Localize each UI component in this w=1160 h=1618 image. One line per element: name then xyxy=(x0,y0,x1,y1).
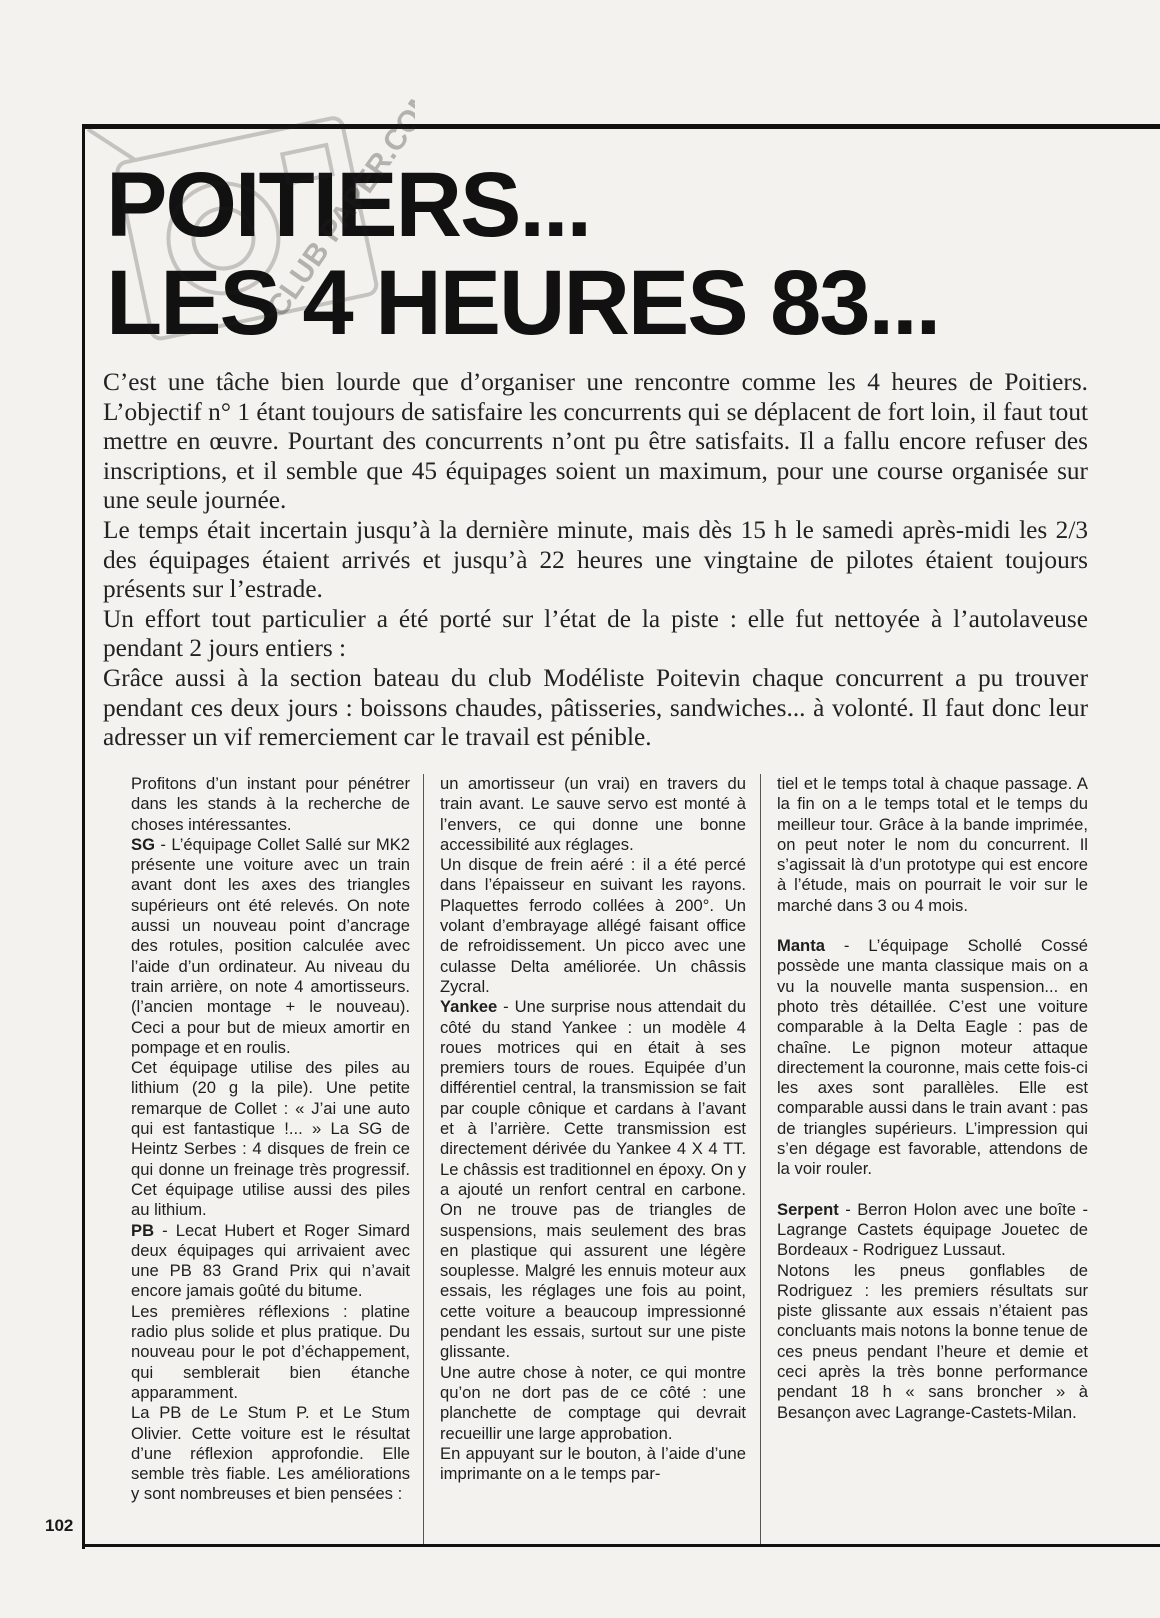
paragraph: Cet équipage utilise des piles au lithium (20 g la pile). Une petite remarque de Collet : « J’ai une auto qui est fantastique !... » La SG de Heintz Serbes : 4 disques de frein ce qui donne un freinage très progressif. Cet équipage utilise aussi des piles au lithium. xyxy=(131,1058,410,1220)
watermark-text: CLUB PAPER.COM xyxy=(261,81,415,323)
column-divider xyxy=(423,774,424,1544)
section-label-yankee: Yankee xyxy=(440,997,498,1017)
column-divider xyxy=(760,774,761,1544)
paragraph xyxy=(131,835,410,1058)
section-label-manta: Manta xyxy=(777,936,825,956)
paragraph xyxy=(440,997,746,1362)
section-label-pb: PB xyxy=(131,1220,155,1240)
paragraph: Les premières réflexions : platine radio plus solide et plus pratique. Du nouveau pour le pot d’échappement, qui semblerait bien étanche apparamment. xyxy=(131,1301,410,1402)
column-2 xyxy=(440,774,746,1536)
intro-paragraph: Un effort tout particulier a été porté sur l’état de la piste : elle fut nettoyée à l’autolaveuse pendant 2 jours entiers : xyxy=(103,604,1088,663)
page-number: 102 xyxy=(45,1516,74,1535)
paragraph: Notons les pneus gonflables de Rodriguez : les premiers résultats sur piste glissante aux essais n’étaient pas concluants mais notons la bonne tenue de ces pneus pendant l’heure et demie et ceci après la très bonne performance pendant 18 h « sans broncher » à Besançon avec Lagrange-Castets-Milan. xyxy=(777,1260,1088,1422)
paragraph xyxy=(777,936,1088,1180)
section-text: - L’équipage Schollé Cossé possède une manta classique mais on a vu la nouvelle manta suspension... en photo très détaillée. C’est une voiture comparable à la Delta Eagle : pas de chaîne. Le pignon moteur attaque directement la couronne, mais cette fois-ci les axes sont parallèles. Elle est comparable aussi dans le train avant : pas de triangles supérieurs. L’impression qui s’en dégage est favorable, attendons de la voir rouler. xyxy=(777,936,1088,1179)
paragraph: un amortisseur (un vrai) en travers du train avant. Le sauve servo est monté à l’envers, ce qui donne une bonne accessibilité aux réglages. xyxy=(440,774,746,854)
intro-text xyxy=(103,368,1088,753)
intro-paragraph: Le temps était incertain jusqu’à la dernière minute, mais dès 15 h le samedi après-midi les 2/3 des équipages étaient arrivés et jusqu’à 22 heures une vingtaine de pilotes étaient toujours présents sur l’estrade. xyxy=(103,515,1088,604)
paragraph: Profitons d’un instant pour pénétrer dans les stands à la recherche de choses intéressantes. xyxy=(131,774,410,834)
bottom-rule xyxy=(82,1544,1160,1547)
paragraph: tiel et le temps total à chaque passage. A la fin on a le temps total et le temps du meilleur tour. Grâce à la bande imprimée, on peut noter le nom du concurrent. Il s’agissait là d’un prototype qui est encore à l’étude, mais on pourrait le voir sur le marché dans 3 ou 4 mois. xyxy=(777,774,1088,915)
section-text: - Berron Holon avec une boîte - Lagrange Castets équipage Jouetec de Bordeaux - Rodriguez Lussaut. xyxy=(777,1199,1088,1260)
paragraph: En appuyant sur le bouton, à l’aide d’une imprimante on a le temps par- xyxy=(440,1443,746,1484)
paragraph: Un disque de frein aéré : il a été percé dans l’épaisseur en suivant les rayons. Plaquettes ferrodo collées à 200°. Un volant d’embrayage allégé faisant office de refroidissement. Un picco avec une culasse Delta améliorée. Un châssis Zycral. xyxy=(440,855,746,996)
paragraph: La PB de Le Stum P. et Le Stum Olivier. Cette voiture est le résultat d’une réflexion approfondie. Elle semble très fiable. Les améliorations y sont nombreuses et bien pensées : xyxy=(131,1403,410,1504)
column-3 xyxy=(777,774,1088,1536)
headline xyxy=(106,156,939,352)
intro-paragraph: C’est une tâche bien lourde que d’organiser une rencontre comme les 4 heures de Poitiers. L’objectif n° 1 étant toujours de satisfaire les concurrents qui se déplacent de fort loin, il faut tout mettre en œuvre. Pourtant des concurrents n’ont pu être satisfaits. Il a fallu encore refuser des inscriptions, et il semble que 45 équipages soient un maximum, pour une course organisée sur une seule journée. xyxy=(103,368,1088,515)
paragraph: Une autre chose à noter, ce qui montre qu’on ne dort pas de ce côté : une planchette de comptage qui devrait recueillir une large approbation. xyxy=(440,1362,746,1443)
paragraph xyxy=(777,1200,1088,1261)
section-text: - Une surprise nous attendait du côté du stand Yankee : un modèle 4 roues motrices qui en était à ses premiers tours de roues. Equipée d’un différentiel central, la transmission se fait par couple cônique et cardans à l’avant et à l’arrière. Cette transmission est directement dérivée du Yankee 4 X 4 TT. Le châssis est traditionnel en époxy. On y a ajouté un renfort central en carbone. On ne trouve pas de triangles de suspensions, mais seulement des bras en plastique qui assurent une légère souplesse. Malgré les ennuis moteur aux essais, les réglages une fois au point, cette voiture a beaucoup impressionné pendant les essais, surtout sur une piste glissante. xyxy=(440,997,746,1362)
section-text: - L’équipage Collet Sallé sur MK2 présente une voiture avec un train avant dont les axes des triangles supérieurs ont été relevés. On note aussi un nouveau point d’ancrage des rotules, position calculée avec l’aide d’un ordinateur. Au niveau du train arrière, on note 4 amortisseurs. (l’ancien montage + le nouveau). Ceci a pour but de mieux amortir en pompage et en roulis. xyxy=(131,834,410,1057)
paragraph xyxy=(131,1221,410,1302)
section-label-serpent: Serpent xyxy=(777,1199,839,1219)
intro-paragraph: Grâce aussi à la section bateau du club Modéliste Poitevin chaque concurrent a pu trouver pendant ces deux jours : boissons chaudes, pâtisseries, sandwiches... à volonté. Il faut donc leur adresser un vif remerciement car le travail est pénible. xyxy=(103,663,1088,752)
headline-line-2: LES 4 HEURES 83... xyxy=(106,252,940,354)
headline-line-1: POITIERS... xyxy=(106,154,591,256)
section-label-sg: SG xyxy=(131,834,155,854)
section-text: - Lecat Hubert et Roger Simard deux équipages qui arrivaient avec une PB 83 Grand Prix qui n’avait encore jamais goûté du bitume. xyxy=(131,1220,410,1301)
column-1 xyxy=(131,774,410,1536)
